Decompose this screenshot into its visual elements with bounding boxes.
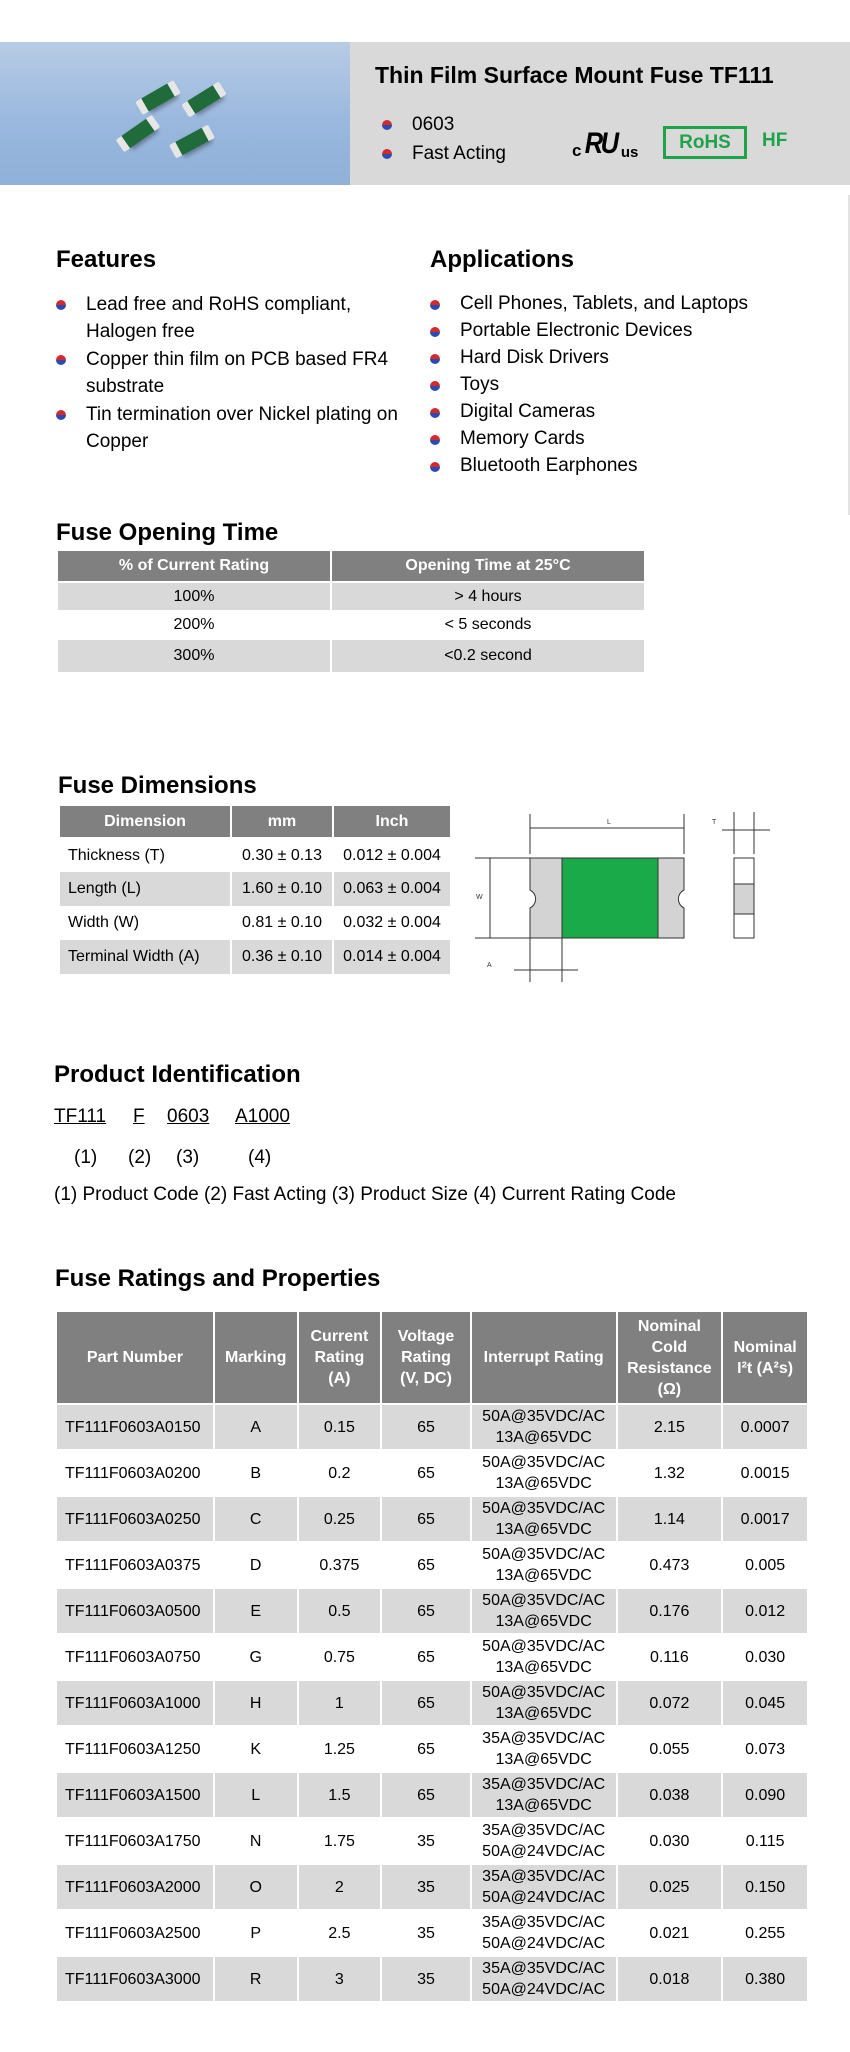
- dimensions-table: [58, 806, 452, 974]
- ratings-heading: Fuse Ratings and Properties: [55, 1265, 381, 1292]
- features-list: [56, 291, 416, 456]
- table-row: TF111F0603A1500 L 1.5 65 35A@35VDC/AC 13A@65VDC 0.038 0.090: [56, 1772, 808, 1818]
- fuse-element: [562, 858, 658, 938]
- list-item: Toys: [430, 372, 830, 398]
- bullet-icon: [56, 410, 66, 420]
- table-row: Width (W) 0.81 ± 0.10 0.032 ± 0.004: [59, 906, 451, 940]
- header-banner: [0, 42, 850, 185]
- fuse-chip-image: [174, 127, 209, 155]
- banner-feature-list: [382, 110, 506, 168]
- table-row: 100% > 4 hours: [57, 582, 645, 610]
- interrupt-rating-cell: 50A@35VDC/AC 13A@65VDC: [471, 1680, 617, 1726]
- interrupt-rating-cell: 35A@35VDC/AC 50A@24VDC/AC: [471, 1956, 617, 2002]
- interrupt-rating-cell: 50A@35VDC/AC 13A@65VDC: [471, 1496, 617, 1542]
- column-header: Nominal I²t (A²s): [722, 1311, 808, 1404]
- interrupt-rating-cell: 50A@35VDC/AC 13A@65VDC: [471, 1634, 617, 1680]
- column-header: Current Rating (A): [298, 1311, 382, 1404]
- bullet-icon: [382, 120, 392, 130]
- page-title: Thin Film Surface Mount Fuse TF111: [375, 62, 774, 88]
- interrupt-rating-cell: 35A@35VDC/AC 50A@24VDC/AC: [471, 1864, 617, 1910]
- label-t: T: [712, 819, 717, 826]
- column-header: Opening Time at 25°C: [331, 551, 645, 582]
- halogen-free-badge: HF: [762, 130, 788, 151]
- opening-time-table: [56, 551, 646, 672]
- product-code-legend: (1) Product Code (2) Fast Acting (3) Product Size (4) Current Rating Code: [54, 1184, 676, 1205]
- fuse-chip-image: [121, 118, 156, 149]
- bullet-icon: [430, 435, 440, 445]
- dimensions-heading: Fuse Dimensions: [58, 772, 257, 799]
- product-code-part: 0603: [167, 1106, 210, 1127]
- table-row: TF111F0603A3000 R 3 35 35A@35VDC/AC 50A@24VDC/AC 0.018 0.380: [56, 1956, 808, 2002]
- table-row: 200% < 5 seconds: [57, 610, 645, 640]
- label-w: W: [476, 894, 483, 901]
- list-item: Bluetooth Earphones: [430, 453, 830, 479]
- list-item: Lead free and RoHS compliant, Halogen free: [56, 291, 416, 345]
- table-row: TF111F0603A0250 C 0.25 65 50A@35VDC/AC 13A@65VDC 1.14 0.0017: [56, 1496, 808, 1542]
- label-a: A: [487, 962, 492, 969]
- list-item: Fast Acting: [382, 139, 506, 168]
- product-code-index: (3): [176, 1147, 200, 1168]
- table-row: Thickness (T) 0.30 ± 0.13 0.012 ± 0.004: [59, 838, 451, 872]
- interrupt-rating-cell: 50A@35VDC/AC 13A@65VDC: [471, 1404, 617, 1450]
- list-item: Digital Cameras: [430, 399, 830, 425]
- table-row: TF111F0603A1250 K 1.25 65 35A@35VDC/AC 13A@65VDC 0.055 0.073: [56, 1726, 808, 1772]
- features-heading: Features: [56, 246, 157, 273]
- label-l: L: [607, 819, 611, 826]
- product-code-part: F: [133, 1106, 145, 1127]
- list-item: Memory Cards: [430, 426, 830, 452]
- table-row: TF111F0603A1000 H 1 65 50A@35VDC/AC 13A@65VDC 0.072 0.045: [56, 1680, 808, 1726]
- list-item: 0603: [382, 110, 506, 139]
- column-header: mm: [231, 806, 333, 838]
- list-item: Copper thin film on PCB based FR4 substrate: [56, 346, 416, 400]
- opening-time-heading: Fuse Opening Time: [56, 519, 279, 546]
- column-header: Dimension: [59, 806, 231, 838]
- bullet-icon: [430, 462, 440, 472]
- fuse-chip-image: [186, 85, 221, 115]
- bullet-icon: [382, 149, 392, 159]
- column-header: Inch: [333, 806, 451, 838]
- interrupt-rating-cell: 35A@35VDC/AC 50A@24VDC/AC: [471, 1818, 617, 1864]
- product-code-index: (1): [74, 1147, 98, 1168]
- ul-certification-logo: c RU us: [572, 127, 639, 161]
- product-id-heading: Product Identification: [54, 1061, 301, 1088]
- interrupt-rating-cell: 35A@35VDC/AC 13A@65VDC: [471, 1726, 617, 1772]
- bullet-icon: [430, 300, 440, 310]
- column-header: Marking: [214, 1311, 298, 1404]
- list-item: Portable Electronic Devices: [430, 318, 830, 344]
- list-item: Tin termination over Nickel plating on Copper: [56, 401, 416, 455]
- column-header: Interrupt Rating: [471, 1311, 617, 1404]
- interrupt-rating-cell: 50A@35VDC/AC 13A@65VDC: [471, 1542, 617, 1588]
- column-header: Part Number: [56, 1311, 214, 1404]
- applications-list: [430, 291, 830, 480]
- table-row: TF111F0603A0150 A 0.15 65 50A@35VDC/AC 13A@65VDC 2.15 0.0007: [56, 1404, 808, 1450]
- table-row: TF111F0603A0200 B 0.2 65 50A@35VDC/AC 13A@65VDC 1.32 0.0015: [56, 1450, 808, 1496]
- column-header: % of Current Rating: [57, 551, 331, 582]
- table-row: TF111F0603A2500 P 2.5 35 35A@35VDC/AC 50A@24VDC/AC 0.021 0.255: [56, 1910, 808, 1956]
- bullet-icon: [56, 300, 66, 310]
- product-code-index: (2): [128, 1147, 152, 1168]
- rohs-badge: RoHS: [663, 126, 747, 159]
- table-row: Terminal Width (A) 0.36 ± 0.10 0.014 ± 0.004: [59, 940, 451, 974]
- interrupt-rating-cell: 50A@35VDC/AC 13A@65VDC: [471, 1450, 617, 1496]
- bullet-icon: [430, 381, 440, 391]
- product-code-index: (4): [248, 1147, 272, 1168]
- bullet-icon: [430, 354, 440, 364]
- bullet-icon: [430, 327, 440, 337]
- table-row: TF111F0603A0375 D 0.375 65 50A@35VDC/AC 13A@65VDC 0.473 0.005: [56, 1542, 808, 1588]
- table-row: TF111F0603A2000 O 2 35 35A@35VDC/AC 50A@24VDC/AC 0.025 0.150: [56, 1864, 808, 1910]
- table-row: 300% <0.2 second: [57, 640, 645, 672]
- table-row: TF111F0603A0750 G 0.75 65 50A@35VDC/AC 13A@65VDC 0.116 0.030: [56, 1634, 808, 1680]
- product-photo: [0, 42, 350, 185]
- interrupt-rating-cell: 35A@35VDC/AC 13A@65VDC: [471, 1772, 617, 1818]
- table-row: TF111F0603A1750 N 1.75 35 35A@35VDC/AC 50A@24VDC/AC 0.030 0.115: [56, 1818, 808, 1864]
- list-item: Hard Disk Drivers: [430, 345, 830, 371]
- table-row: Length (L) 1.60 ± 0.10 0.063 ± 0.004: [59, 872, 451, 906]
- list-item: Cell Phones, Tablets, and Laptops: [430, 291, 830, 317]
- interrupt-rating-cell: 35A@35VDC/AC 50A@24VDC/AC: [471, 1910, 617, 1956]
- product-code-part: TF111: [54, 1106, 107, 1127]
- bullet-icon: [430, 408, 440, 418]
- interrupt-rating-cell: 50A@35VDC/AC 13A@65VDC: [471, 1588, 617, 1634]
- applications-heading: Applications: [430, 246, 575, 273]
- column-header: Nominal Cold Resistance (Ω): [617, 1311, 723, 1404]
- fuse-dimension-drawing: [470, 812, 780, 992]
- bullet-icon: [56, 355, 66, 365]
- product-code-part: A1000: [235, 1106, 290, 1127]
- ratings-table: [55, 1310, 809, 2003]
- table-row: TF111F0603A0500 E 0.5 65 50A@35VDC/AC 13A@65VDC 0.176 0.012: [56, 1588, 808, 1634]
- column-header: Voltage Rating (V, DC): [381, 1311, 471, 1404]
- fuse-chip-image: [140, 83, 175, 112]
